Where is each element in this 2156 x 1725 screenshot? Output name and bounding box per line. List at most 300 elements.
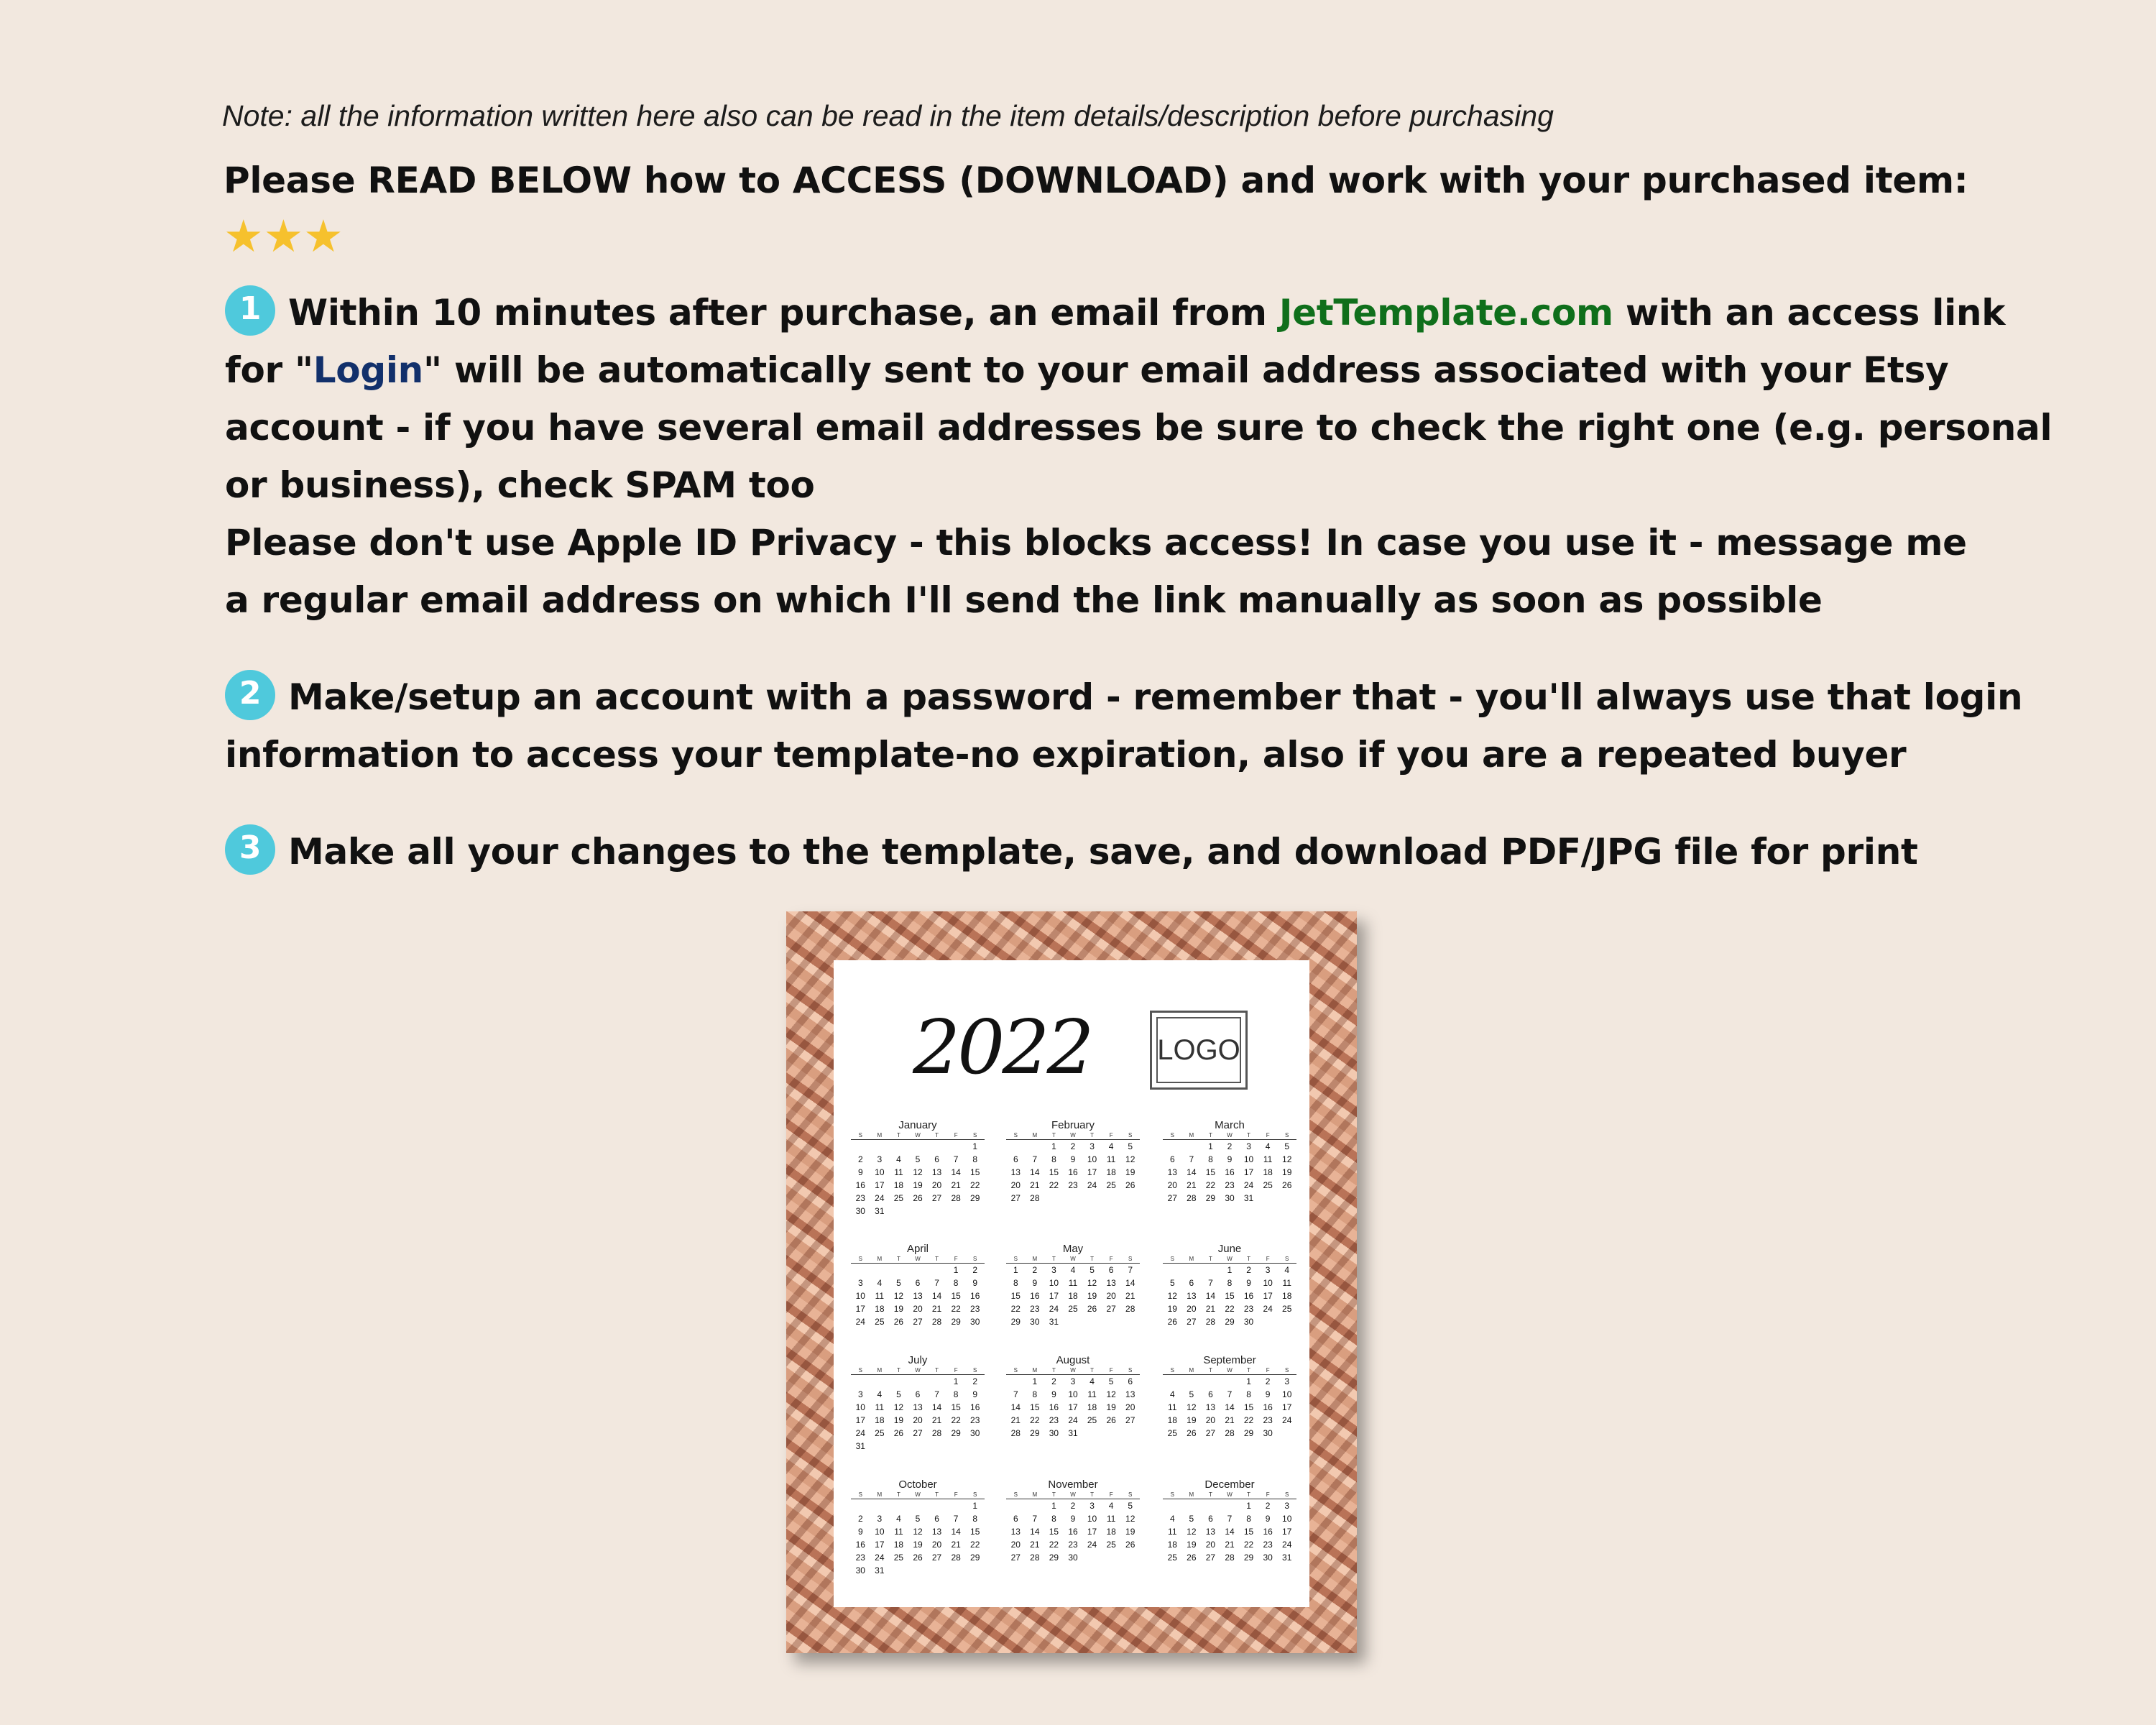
month-name: September xyxy=(1203,1354,1256,1366)
day-cell: 26 xyxy=(913,1193,923,1203)
day-cell: 24 xyxy=(855,1317,865,1327)
day-cell: 20 xyxy=(1106,1291,1116,1301)
weekday-letter: S xyxy=(1170,1256,1174,1262)
day-empty xyxy=(889,1264,908,1276)
day-cell: 30 xyxy=(1225,1193,1235,1203)
day-cell: 4 xyxy=(896,1154,901,1164)
day-cell: 20 xyxy=(1010,1540,1021,1550)
day-cell: 31 xyxy=(1049,1317,1059,1327)
weekday-header xyxy=(1006,1132,1140,1140)
weekday-letter: S xyxy=(1170,1132,1174,1138)
day-cell: 18 xyxy=(893,1180,904,1190)
day-cell: 21 xyxy=(931,1304,942,1314)
day-cell: 9 xyxy=(972,1389,978,1399)
day-cell: 17 xyxy=(855,1304,865,1314)
day-cell: 24 xyxy=(1282,1540,1292,1550)
weekday-letter: S xyxy=(973,1491,977,1498)
weekday-letter: F xyxy=(954,1367,958,1374)
day-empty xyxy=(889,1499,908,1512)
weekday-header xyxy=(851,1367,985,1375)
step-1-text-b: with an access link xyxy=(1613,292,2006,334)
step-3 xyxy=(225,823,1918,880)
day-cell: 6 xyxy=(1013,1154,1018,1164)
day-cell: 6 xyxy=(915,1278,921,1288)
day-cell: 17 xyxy=(1087,1527,1097,1537)
day-empty xyxy=(908,1264,928,1276)
day-cell: 27 xyxy=(1125,1415,1135,1425)
month-name: July xyxy=(908,1354,928,1366)
weekday-letter: M xyxy=(1032,1367,1038,1374)
day-cell: 7 xyxy=(953,1154,959,1164)
day-cell: 13 xyxy=(1167,1167,1177,1177)
weekday-letter: M xyxy=(1189,1367,1194,1374)
day-cell: 24 xyxy=(1243,1180,1254,1190)
day-empty xyxy=(870,1140,890,1153)
day-empty xyxy=(1201,1264,1220,1276)
day-cell: 27 xyxy=(913,1428,923,1438)
weekday-letter: F xyxy=(954,1491,958,1498)
day-cell: 17 xyxy=(1263,1291,1273,1301)
weekday-letter: S xyxy=(1170,1491,1174,1498)
day-empty xyxy=(1163,1264,1182,1276)
day-cell: 20 xyxy=(1010,1180,1021,1190)
day-cell: 27 xyxy=(1167,1193,1177,1203)
day-cell: 10 xyxy=(875,1167,885,1177)
logo-placeholder xyxy=(1150,1011,1248,1090)
instructions-heading: Please READ BELOW how to ACCESS (DOWNLOAD) and work with your purchased item: xyxy=(224,160,1968,201)
day-cell: 23 xyxy=(1243,1304,1254,1314)
day-cell: 18 xyxy=(1167,1540,1177,1550)
day-cell: 14 xyxy=(1125,1278,1135,1288)
day-cell: 8 xyxy=(1032,1389,1038,1399)
day-grid xyxy=(1006,1499,1140,1564)
day-cell: 19 xyxy=(1167,1304,1177,1314)
day-cell: 16 xyxy=(970,1291,980,1301)
day-cell: 30 xyxy=(970,1317,980,1327)
day-grid xyxy=(851,1499,985,1577)
weekday-letter: T xyxy=(1247,1256,1250,1262)
weekday-letter: S xyxy=(1128,1256,1133,1262)
weekday-letter: M xyxy=(1032,1491,1038,1498)
month-july xyxy=(851,1355,985,1453)
day-cell: 1 xyxy=(953,1265,959,1275)
day-cell: 15 xyxy=(970,1167,980,1177)
day-cell: 1 xyxy=(1051,1501,1056,1511)
day-cell: 5 xyxy=(1108,1376,1114,1386)
day-cell: 10 xyxy=(1263,1278,1273,1288)
day-cell: 31 xyxy=(875,1565,885,1576)
day-cell: 8 xyxy=(1246,1389,1251,1399)
day-cell: 24 xyxy=(855,1428,865,1438)
weekday-letter: S xyxy=(858,1491,862,1498)
day-cell: 12 xyxy=(893,1291,904,1301)
step-2-line-2: information to access your template-no expiration, also if you are a repeated buyer xyxy=(225,734,1907,776)
month-name: March xyxy=(1215,1119,1245,1131)
day-cell: 14 xyxy=(1187,1167,1197,1177)
day-cell: 19 xyxy=(1282,1167,1292,1177)
day-cell: 2 xyxy=(857,1514,863,1524)
step-1-line-5: Please don't use Apple ID Privacy - this blocks access! In case you use it - message me xyxy=(225,522,1967,564)
weekday-letter: S xyxy=(1128,1132,1133,1138)
day-cell: 29 xyxy=(1225,1317,1235,1327)
day-cell: 2 xyxy=(972,1265,978,1275)
day-cell: 18 xyxy=(875,1304,885,1314)
day-cell: 18 xyxy=(1068,1291,1078,1301)
day-cell: 20 xyxy=(1205,1415,1216,1425)
weekday-letter: T xyxy=(935,1491,939,1498)
day-cell: 4 xyxy=(1070,1265,1076,1275)
day-cell: 15 xyxy=(951,1291,961,1301)
day-cell: 25 xyxy=(1282,1304,1292,1314)
day-cell: 22 xyxy=(1049,1540,1059,1550)
weekday-letter: T xyxy=(935,1256,939,1262)
day-cell: 21 xyxy=(1125,1291,1135,1301)
day-cell: 30 xyxy=(855,1206,865,1216)
day-cell: 4 xyxy=(1108,1141,1114,1151)
day-cell: 29 xyxy=(1243,1552,1254,1563)
day-cell: 3 xyxy=(1284,1501,1290,1511)
day-cell: 27 xyxy=(1010,1193,1021,1203)
step-2-text: Make/setup an account with a password - remember that - you'll always use that login xyxy=(288,676,2023,718)
weekday-letter: T xyxy=(1090,1367,1094,1374)
day-cell: 13 xyxy=(1125,1389,1135,1399)
day-cell: 4 xyxy=(1108,1501,1114,1511)
day-cell: 27 xyxy=(931,1193,942,1203)
day-cell: 6 xyxy=(1108,1265,1114,1275)
day-cell: 29 xyxy=(970,1193,980,1203)
month-april xyxy=(851,1243,985,1328)
logo-text: LOGO xyxy=(1156,1017,1241,1083)
day-cell: 9 xyxy=(1070,1154,1076,1164)
day-cell: 27 xyxy=(913,1317,923,1327)
day-cell: 16 xyxy=(970,1402,980,1412)
weekday-letter: T xyxy=(896,1491,900,1498)
day-cell: 10 xyxy=(1087,1154,1097,1164)
day-cell: 22 xyxy=(1243,1415,1254,1425)
day-cell: 1 xyxy=(1032,1376,1038,1386)
weekday-letter: T xyxy=(1051,1256,1056,1262)
weekday-letter: W xyxy=(1227,1491,1233,1498)
day-cell: 26 xyxy=(1187,1428,1197,1438)
day-cell: 30 xyxy=(855,1565,865,1576)
day-cell: 3 xyxy=(857,1278,863,1288)
day-cell: 19 xyxy=(1187,1415,1197,1425)
day-cell: 25 xyxy=(893,1552,904,1563)
step-1-line-4: or business), check SPAM too xyxy=(225,464,815,506)
day-cell: 15 xyxy=(1205,1167,1216,1177)
day-cell: 5 xyxy=(1169,1278,1175,1288)
day-cell: 17 xyxy=(1049,1291,1059,1301)
weekday-letter: M xyxy=(877,1256,883,1262)
day-empty xyxy=(927,1499,946,1512)
weekday-letter: F xyxy=(1109,1367,1113,1374)
jettemplate-link[interactable]: JetTemplate.com xyxy=(1279,292,1613,334)
weekday-letter: T xyxy=(1090,1132,1094,1138)
day-cell: 11 xyxy=(875,1291,885,1301)
day-empty xyxy=(851,1140,870,1153)
day-cell: 8 xyxy=(1051,1514,1056,1524)
day-cell: 6 xyxy=(1013,1514,1018,1524)
month-name: January xyxy=(898,1119,937,1131)
day-cell: 12 xyxy=(913,1167,923,1177)
step-1 xyxy=(225,284,2052,629)
day-cell: 17 xyxy=(1282,1402,1292,1412)
day-cell: 2 xyxy=(1246,1265,1251,1275)
day-cell: 2 xyxy=(1032,1265,1038,1275)
weekday-letter: T xyxy=(896,1256,900,1262)
day-cell: 9 xyxy=(857,1527,863,1537)
day-cell: 6 xyxy=(1128,1376,1133,1386)
day-grid xyxy=(851,1375,985,1453)
day-cell: 15 xyxy=(1243,1402,1254,1412)
weekday-letter: T xyxy=(1090,1491,1094,1498)
day-cell: 9 xyxy=(1032,1278,1038,1288)
day-cell: 19 xyxy=(1125,1167,1135,1177)
day-cell: 20 xyxy=(931,1180,942,1190)
day-cell: 11 xyxy=(1087,1389,1097,1399)
weekday-letter: S xyxy=(1285,1132,1289,1138)
month-june xyxy=(1163,1243,1296,1328)
month-name: May xyxy=(1062,1243,1084,1255)
weekday-letter: S xyxy=(1013,1132,1018,1138)
weekday-letter: S xyxy=(1285,1367,1289,1374)
day-cell: 6 xyxy=(1169,1154,1175,1164)
weekday-letter: W xyxy=(1227,1256,1233,1262)
day-cell: 14 xyxy=(1030,1527,1040,1537)
day-cell: 12 xyxy=(893,1402,904,1412)
day-cell: 21 xyxy=(1205,1304,1216,1314)
day-cell: 1 xyxy=(972,1501,978,1511)
day-cell: 13 xyxy=(1010,1527,1021,1537)
day-cell: 6 xyxy=(1208,1514,1213,1524)
day-cell: 10 xyxy=(1282,1389,1292,1399)
day-cell: 28 xyxy=(951,1193,961,1203)
login-link[interactable]: Login xyxy=(313,349,423,391)
day-cell: 4 xyxy=(1265,1141,1271,1151)
weekday-letter: M xyxy=(877,1132,883,1138)
day-empty xyxy=(927,1375,946,1388)
month-name: June xyxy=(1217,1243,1242,1255)
weekday-letter: T xyxy=(1208,1491,1212,1498)
weekday-letter: F xyxy=(1266,1132,1270,1138)
day-empty xyxy=(851,1264,870,1276)
day-empty xyxy=(1182,1140,1202,1153)
day-cell: 7 xyxy=(1032,1514,1038,1524)
step-3-line-1 xyxy=(225,823,1918,880)
day-cell: 2 xyxy=(1051,1376,1056,1386)
day-cell: 29 xyxy=(1205,1193,1216,1203)
day-cell: 7 xyxy=(934,1389,939,1399)
day-cell: 3 xyxy=(1051,1265,1056,1275)
day-cell: 28 xyxy=(931,1317,942,1327)
day-cell: 9 xyxy=(857,1167,863,1177)
day-cell: 6 xyxy=(1208,1389,1213,1399)
day-cell: 28 xyxy=(1010,1428,1021,1438)
weekday-letter: S xyxy=(1013,1367,1018,1374)
day-cell: 25 xyxy=(1263,1180,1273,1190)
day-cell: 22 xyxy=(1030,1415,1040,1425)
weekday-header xyxy=(851,1256,985,1264)
day-cell: 5 xyxy=(1189,1389,1194,1399)
day-cell: 9 xyxy=(1246,1278,1251,1288)
day-cell: 25 xyxy=(875,1317,885,1327)
weekday-letter: F xyxy=(1109,1256,1113,1262)
day-cell: 13 xyxy=(913,1291,923,1301)
day-cell: 20 xyxy=(931,1540,942,1550)
day-cell: 20 xyxy=(1187,1304,1197,1314)
day-empty xyxy=(1163,1499,1182,1512)
step-1-line-2 xyxy=(225,341,2052,399)
day-cell: 27 xyxy=(931,1552,942,1563)
day-cell: 8 xyxy=(972,1154,978,1164)
weekday-letter: S xyxy=(858,1132,862,1138)
day-cell: 5 xyxy=(915,1154,921,1164)
day-empty xyxy=(1006,1140,1026,1153)
step-2-badge: 2 xyxy=(225,670,275,720)
day-cell: 11 xyxy=(1068,1278,1078,1288)
day-cell: 29 xyxy=(1010,1317,1021,1327)
day-empty xyxy=(870,1375,890,1388)
day-cell: 29 xyxy=(951,1317,961,1327)
day-cell: 6 xyxy=(915,1389,921,1399)
day-cell: 1 xyxy=(1208,1141,1213,1151)
day-cell: 4 xyxy=(1169,1514,1175,1524)
day-cell: 25 xyxy=(1167,1552,1177,1563)
day-empty xyxy=(1220,1499,1240,1512)
day-cell: 31 xyxy=(1282,1552,1292,1563)
day-cell: 30 xyxy=(1030,1317,1040,1327)
day-empty xyxy=(870,1264,890,1276)
day-cell: 1 xyxy=(953,1376,959,1386)
day-cell: 16 xyxy=(855,1540,865,1550)
day-empty xyxy=(1163,1140,1182,1153)
weekday-header xyxy=(851,1491,985,1499)
day-cell: 29 xyxy=(951,1428,961,1438)
day-cell: 3 xyxy=(877,1514,883,1524)
weekday-letter: F xyxy=(954,1256,958,1262)
day-cell: 14 xyxy=(931,1402,942,1412)
day-cell: 22 xyxy=(951,1415,961,1425)
day-empty xyxy=(1220,1375,1240,1388)
day-cell: 4 xyxy=(877,1278,883,1288)
weekday-letter: T xyxy=(1247,1491,1250,1498)
day-cell: 28 xyxy=(1187,1193,1197,1203)
month-february xyxy=(1006,1120,1140,1205)
day-cell: 5 xyxy=(1128,1141,1133,1151)
day-cell: 30 xyxy=(1243,1317,1254,1327)
day-cell: 2 xyxy=(1227,1141,1233,1151)
day-cell: 9 xyxy=(1265,1389,1271,1399)
day-cell: 11 xyxy=(1168,1402,1177,1412)
day-cell: 12 xyxy=(1187,1527,1197,1537)
month-december xyxy=(1163,1479,1296,1564)
day-cell: 12 xyxy=(1087,1278,1097,1288)
day-cell: 28 xyxy=(1205,1317,1216,1327)
day-cell: 25 xyxy=(893,1193,904,1203)
day-cell: 26 xyxy=(1125,1180,1135,1190)
day-cell: 7 xyxy=(1227,1514,1233,1524)
day-cell: 21 xyxy=(1010,1415,1021,1425)
weekday-letter: F xyxy=(1109,1491,1113,1498)
day-cell: 24 xyxy=(875,1552,885,1563)
day-cell: 10 xyxy=(855,1402,865,1412)
weekday-letter: T xyxy=(1208,1256,1212,1262)
day-grid xyxy=(851,1140,985,1218)
day-empty xyxy=(1006,1375,1026,1388)
day-cell: 31 xyxy=(855,1441,865,1451)
weekday-letter: W xyxy=(1227,1367,1233,1374)
month-name: April xyxy=(906,1243,929,1255)
day-cell: 15 xyxy=(1049,1167,1059,1177)
day-cell: 26 xyxy=(1087,1304,1097,1314)
day-cell: 26 xyxy=(1125,1540,1135,1550)
day-cell: 28 xyxy=(1030,1193,1040,1203)
day-cell: 4 xyxy=(1089,1376,1095,1386)
day-cell: 13 xyxy=(931,1527,942,1537)
weekday-letter: F xyxy=(1266,1367,1270,1374)
day-cell: 16 xyxy=(1049,1402,1059,1412)
day-cell: 8 xyxy=(1051,1154,1056,1164)
month-may xyxy=(1006,1243,1140,1328)
day-cell: 23 xyxy=(1263,1415,1273,1425)
day-cell: 22 xyxy=(1225,1304,1235,1314)
day-cell: 9 xyxy=(1227,1154,1233,1164)
day-cell: 12 xyxy=(1167,1291,1177,1301)
day-cell: 24 xyxy=(1049,1304,1059,1314)
day-empty xyxy=(1163,1375,1182,1388)
day-cell: 22 xyxy=(1243,1540,1254,1550)
day-cell: 26 xyxy=(1187,1552,1197,1563)
weekday-header xyxy=(1163,1367,1296,1375)
day-cell: 16 xyxy=(1068,1167,1078,1177)
calendar-year: 2022 xyxy=(913,1003,1092,1091)
weekday-letter: T xyxy=(896,1132,900,1138)
weekday-letter: M xyxy=(1189,1132,1194,1138)
weekday-letter: W xyxy=(1070,1256,1076,1262)
weekday-header xyxy=(851,1132,985,1140)
weekday-letter: W xyxy=(1227,1132,1233,1138)
day-cell: 12 xyxy=(913,1527,923,1537)
day-cell: 15 xyxy=(1049,1527,1059,1537)
weekday-letter: S xyxy=(858,1367,862,1374)
weekday-letter: S xyxy=(973,1256,977,1262)
day-cell: 2 xyxy=(1265,1501,1271,1511)
day-cell: 27 xyxy=(1187,1317,1197,1327)
day-cell: 6 xyxy=(934,1154,939,1164)
day-cell: 18 xyxy=(1106,1527,1116,1537)
day-cell: 23 xyxy=(970,1415,980,1425)
weekday-letter: S xyxy=(858,1256,862,1262)
weekday-letter: F xyxy=(954,1132,958,1138)
day-cell: 2 xyxy=(1070,1141,1076,1151)
day-cell: 15 xyxy=(1225,1291,1235,1301)
day-cell: 23 xyxy=(1049,1415,1059,1425)
day-empty xyxy=(908,1499,928,1512)
day-cell: 2 xyxy=(972,1376,978,1386)
day-cell: 17 xyxy=(875,1540,885,1550)
day-cell: 8 xyxy=(1246,1514,1251,1524)
day-cell: 28 xyxy=(931,1428,942,1438)
day-cell: 3 xyxy=(1265,1265,1271,1275)
day-cell: 9 xyxy=(1070,1514,1076,1524)
day-cell: 16 xyxy=(1263,1527,1273,1537)
day-cell: 21 xyxy=(951,1540,961,1550)
day-empty xyxy=(1006,1499,1026,1512)
month-january xyxy=(851,1120,985,1218)
weekday-letter: W xyxy=(915,1132,921,1138)
day-cell: 11 xyxy=(1168,1527,1177,1537)
day-cell: 23 xyxy=(970,1304,980,1314)
